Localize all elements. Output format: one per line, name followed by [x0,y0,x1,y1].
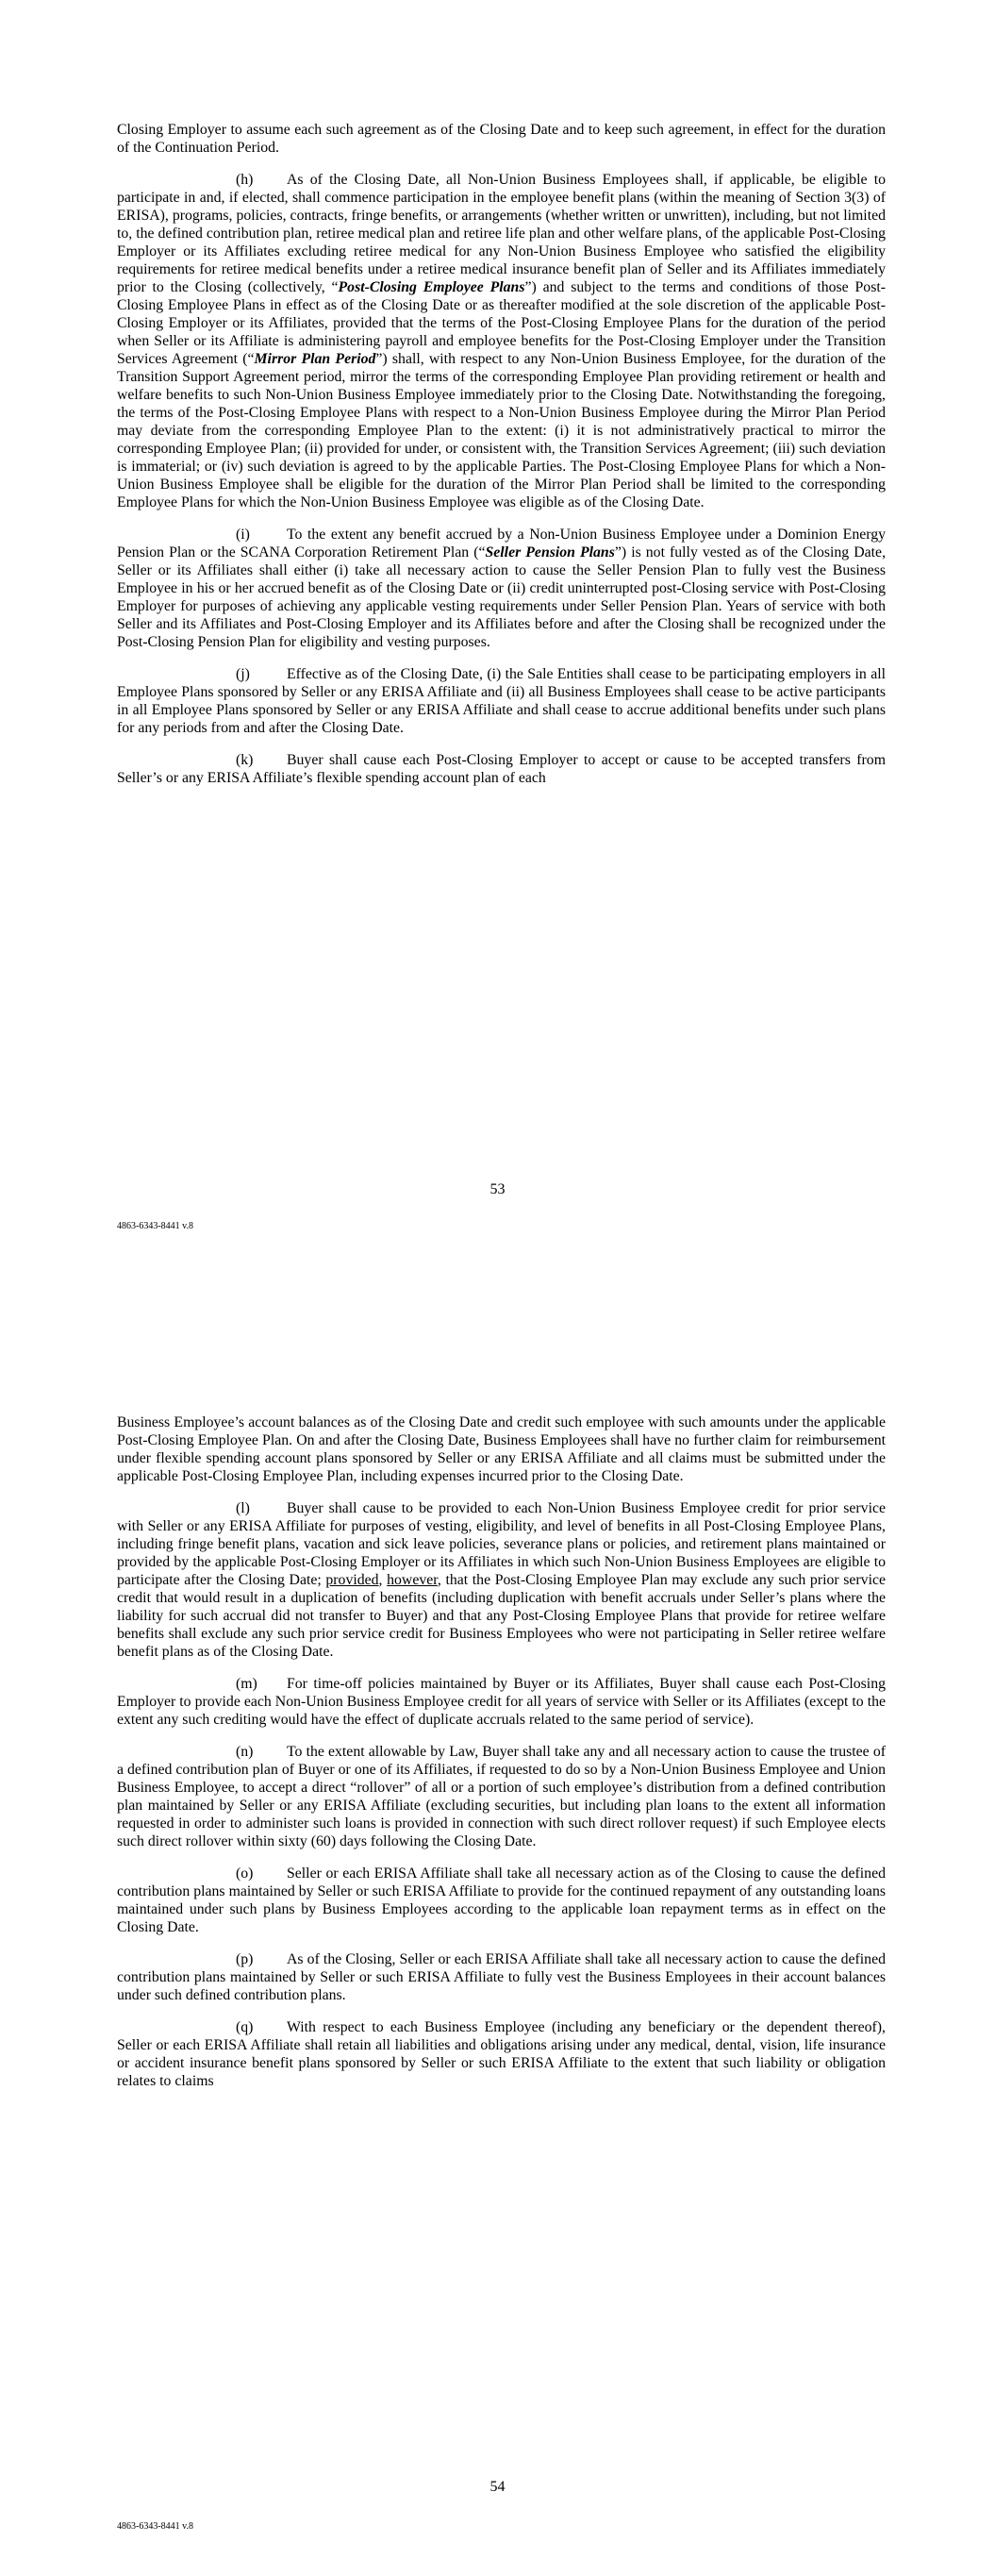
paragraph-number: (i) [236,527,250,543]
underlined-term: however [387,1572,438,1588]
paragraph-number: (h) [236,172,254,188]
paragraph-number: (k) [236,752,254,768]
page-number: 53 [489,1181,506,1197]
paragraph-h [117,171,886,511]
paragraph-l [117,1499,886,1661]
paragraph-number: (o) [236,1865,254,1882]
paragraph-text: With respect to each Business Employee (including any beneficiary or the dependent thereof), Seller or each ERISA Affiliate shall retain all liabilities and obligations arising under any medical, dental, vision, life insurance or accident insurance benefit plans sponsored by Seller or such ERISA Affiliate to the extent that such liability or obligation relates to claims [117,2019,886,2089]
paragraph-n [117,1743,886,1850]
paragraph-text: ”) is not fully vested as of the Closing Date, Seller or its Affiliates shall either (i) take all necessary action to cause the Seller Pension Plan to fully vest the Business Employee in his or her accrued benefit as of the Closing Date or (ii) credit uninterrupted post-Closing service with Post-Closing Employer for purposes of achieving any applicable vesting requirements under Seller Pension Plan. Years of service with both Seller and its Affiliates and Post-Closing Employer and its Affiliates before and after the Closing shall be recognized under the Post-Closing Pension Plan for eligibility and vesting purposes. [117,544,887,650]
paragraph-continued [117,1413,886,1485]
paragraph-p [117,1950,886,2004]
underlined-term: provided [325,1572,379,1588]
paragraph-number: (p) [236,1951,254,1967]
paragraph-text: As of the Closing, Seller or each ERISA Affiliate shall take all necessary action to cause the defined contribution plans maintained by Seller or such ERISA Affiliate to fully vest the Business Employees in their account balances under such defined contribution plans. [117,1951,886,2003]
paragraph-text: Effective as of the Closing Date, (i) the Sale Entities shall cease to be participating employers in all Employee Plans sponsored by Seller or any ERISA Affiliate and (ii) all Business Employees shall cease to be active participants in all Employee Plans sponsored by Seller or any ERISA Affiliate and shall cease to accrue additional benefits under such plans for any periods from and after the Closing Date. [117,666,886,736]
page-body [117,1413,886,2104]
paragraph-number: (n) [236,1744,254,1760]
paragraph-continued [117,121,886,157]
paragraph-text: ”) and subject to the terms and conditions of those Post-Closing Employee Plans in effect as of the Closing Date or as thereafter modified at the sole discretion of the applicable Post-Closing Employer or its Affiliates, provided that the terms of the Post-Closing Employee Plans for the duration of the period when Seller or its Affiliate is administering payroll and employee benefits for the Post-Closing Employer under the Transition Services Agreement (“ [117,279,886,367]
paragraph-i [117,526,886,651]
defined-term: Post-Closing Employee Plans [338,279,525,295]
paragraph-m [117,1675,886,1729]
paragraph-text: As of the Closing Date, all Non-Union Business Employees shall, if applicable, be eligible to participate in and, if elected, shall commence participation in the employee benefit plans (within the meaning of Section 3(3) of ERISA), programs, policies, contracts, fringe benefits, or arrangements (whether written or unwritten), including, but not limited to, the defined contribution plan, retiree medical plan and retiree life plan and other welfare plans, of the applicable Post-Closing Employer or its Affiliates excluding retiree medical for any Non-Union Business Employee who satisfied the eligibility requirements for retiree medical benefits under a retiree medical insurance benefit plan of Seller and its Affiliates immediately prior to the Closing (collectively, “ [117,172,886,295]
paragraph-text: , [378,1572,388,1588]
paragraph-text: Buyer shall cause to be provided to each Non-Union Business Employee credit for prior service with Seller or any ERISA Affiliate for purposes of vesting, eligibility, and level of benefits in all Post-Closing Employee Plans, including fringe benefit plans, vacation and sick leave policies, severance plans or policies, and retirement plans maintained or provided by the applicable Post-Closing Employer or its Affiliates in which such Non-Union Business Employees are eligible to participate after the Closing Date; [117,1500,886,1588]
paragraph-text: For time-off policies maintained by Buyer or its Affiliates, Buyer shall cause each Post-Closing Employer to provide each Non-Union Business Employee credit for all years of service with Seller or its Affiliates (except to the extent any such crediting would have the effect of duplicate accruals related to the same period of service). [117,1676,886,1728]
paragraph-text: ”) shall, with respect to any Non-Union Business Employee, for the duration of the Transition Support Agreement period, mirror the terms of the corresponding Employee Plan providing retirement or health and welfare benefits to such Non-Union Business Employee immediately prior to the Closing Date. Notwithstanding the foregoing, the terms of the Post-Closing Employee Plans with respect to a Non-Union Business Employee during the Mirror Plan Period may deviate from the corresponding Employee Plan to the extent: (i) it is not administratively practical to mirror the corresponding Employee Plan; (ii) provided for under, or consistent with, the Transition Services Agreement; (iii) such deviation is immaterial; or (iv) such deviation is agreed to by the applicable Parties. The Post-Closing Employee Plans for which a Non-Union Business Employee shall be eligible for the duration of the Mirror Plan Period shall be limited to the corresponding Employee Plans for which the Non-Union Business Employee was eligible as of the Closing Date. [117,351,886,510]
paragraph-o [117,1865,886,1936]
paragraph-number: (l) [236,1500,250,1516]
document-page-54 [0,1288,995,2576]
paragraph-text: Closing Employer to assume each such agreement as of the Closing Date and to keep such agreement, in effect for the duration of the Continuation Period. [117,122,886,156]
paragraph-text: Business Employee’s account balances as of the Closing Date and credit such employee with such amounts under the applicable Post-Closing Employee Plan. On and after the Closing Date, Business Employees shall have no further claim for reimbursement under flexible spending account plans sponsored by Seller or any ERISA Affiliate and all claims must be submitted under the applicable Post-Closing Employee Plan, including expenses incurred prior to the Closing Date. [117,1414,886,1484]
paragraph-q [117,2018,886,2090]
document-id: 4863-6343-8441 v.8 [117,2521,194,2532]
page-body [117,121,886,801]
defined-term: Seller Pension Plans [485,544,615,560]
paragraph-number: (m) [236,1676,257,1692]
paragraph-text: Seller or each ERISA Affiliate shall take all necessary action as of the Closing to cause the defined contribution plans maintained by Seller or such ERISA Affiliate to provide for the continued repayment of any outstanding loans maintained under such plans by Business Employees according to the applicable loan repayment terms as in effect on the Closing Date. [117,1865,886,1935]
paragraph-number: (q) [236,2019,254,2035]
paragraph-j [117,665,886,737]
document-id: 4863-6343-8441 v.8 [117,1221,194,1231]
defined-term: Mirror Plan Period [254,351,376,367]
paragraph-number: (j) [236,666,250,682]
paragraph-text: To the extent allowable by Law, Buyer shall take any and all necessary action to cause the trustee of a defined contribution plan of Buyer or one of its Affiliates, if requested to do so by a Non-Union Business Employee and Union Business Employee, to accept a direct “rollover” of all or a portion of such employee’s distribution from a defined contribution plan maintained by Seller or any ERISA Affiliate (excluding securities, but including plan loans to the extent all information requested in order to administer such loans is provided in connection with such direct rollover request) if such Employee elects such direct rollover within sixty (60) days following the Closing Date. [117,1744,886,1849]
paragraph-text: To the extent any benefit accrued by a Non-Union Business Employee under a Dominion Energy Pension Plan or the SCANA Corporation Retirement Plan (“ [117,527,886,560]
paragraph-text: , that the Post-Closing Employee Plan may exclude any such prior service credit that would result in a duplication of benefits (including duplication with benefit accruals under Seller’s plans where the liability for such accrual did not transfer to Buyer) and that any Post-Closing Employee Plans that provide for retiree welfare benefits shall exclude any such prior service credit for Business Employees who were not participating in Seller retiree welfare benefit plans as of the Closing Date. [117,1572,886,1660]
page-number: 54 [489,2479,506,2495]
paragraph-text: Buyer shall cause each Post-Closing Employer to accept or cause to be accepted transfers from Seller’s or any ERISA Affiliate’s flexible spending account plan of each [117,752,886,786]
paragraph-k [117,751,886,787]
